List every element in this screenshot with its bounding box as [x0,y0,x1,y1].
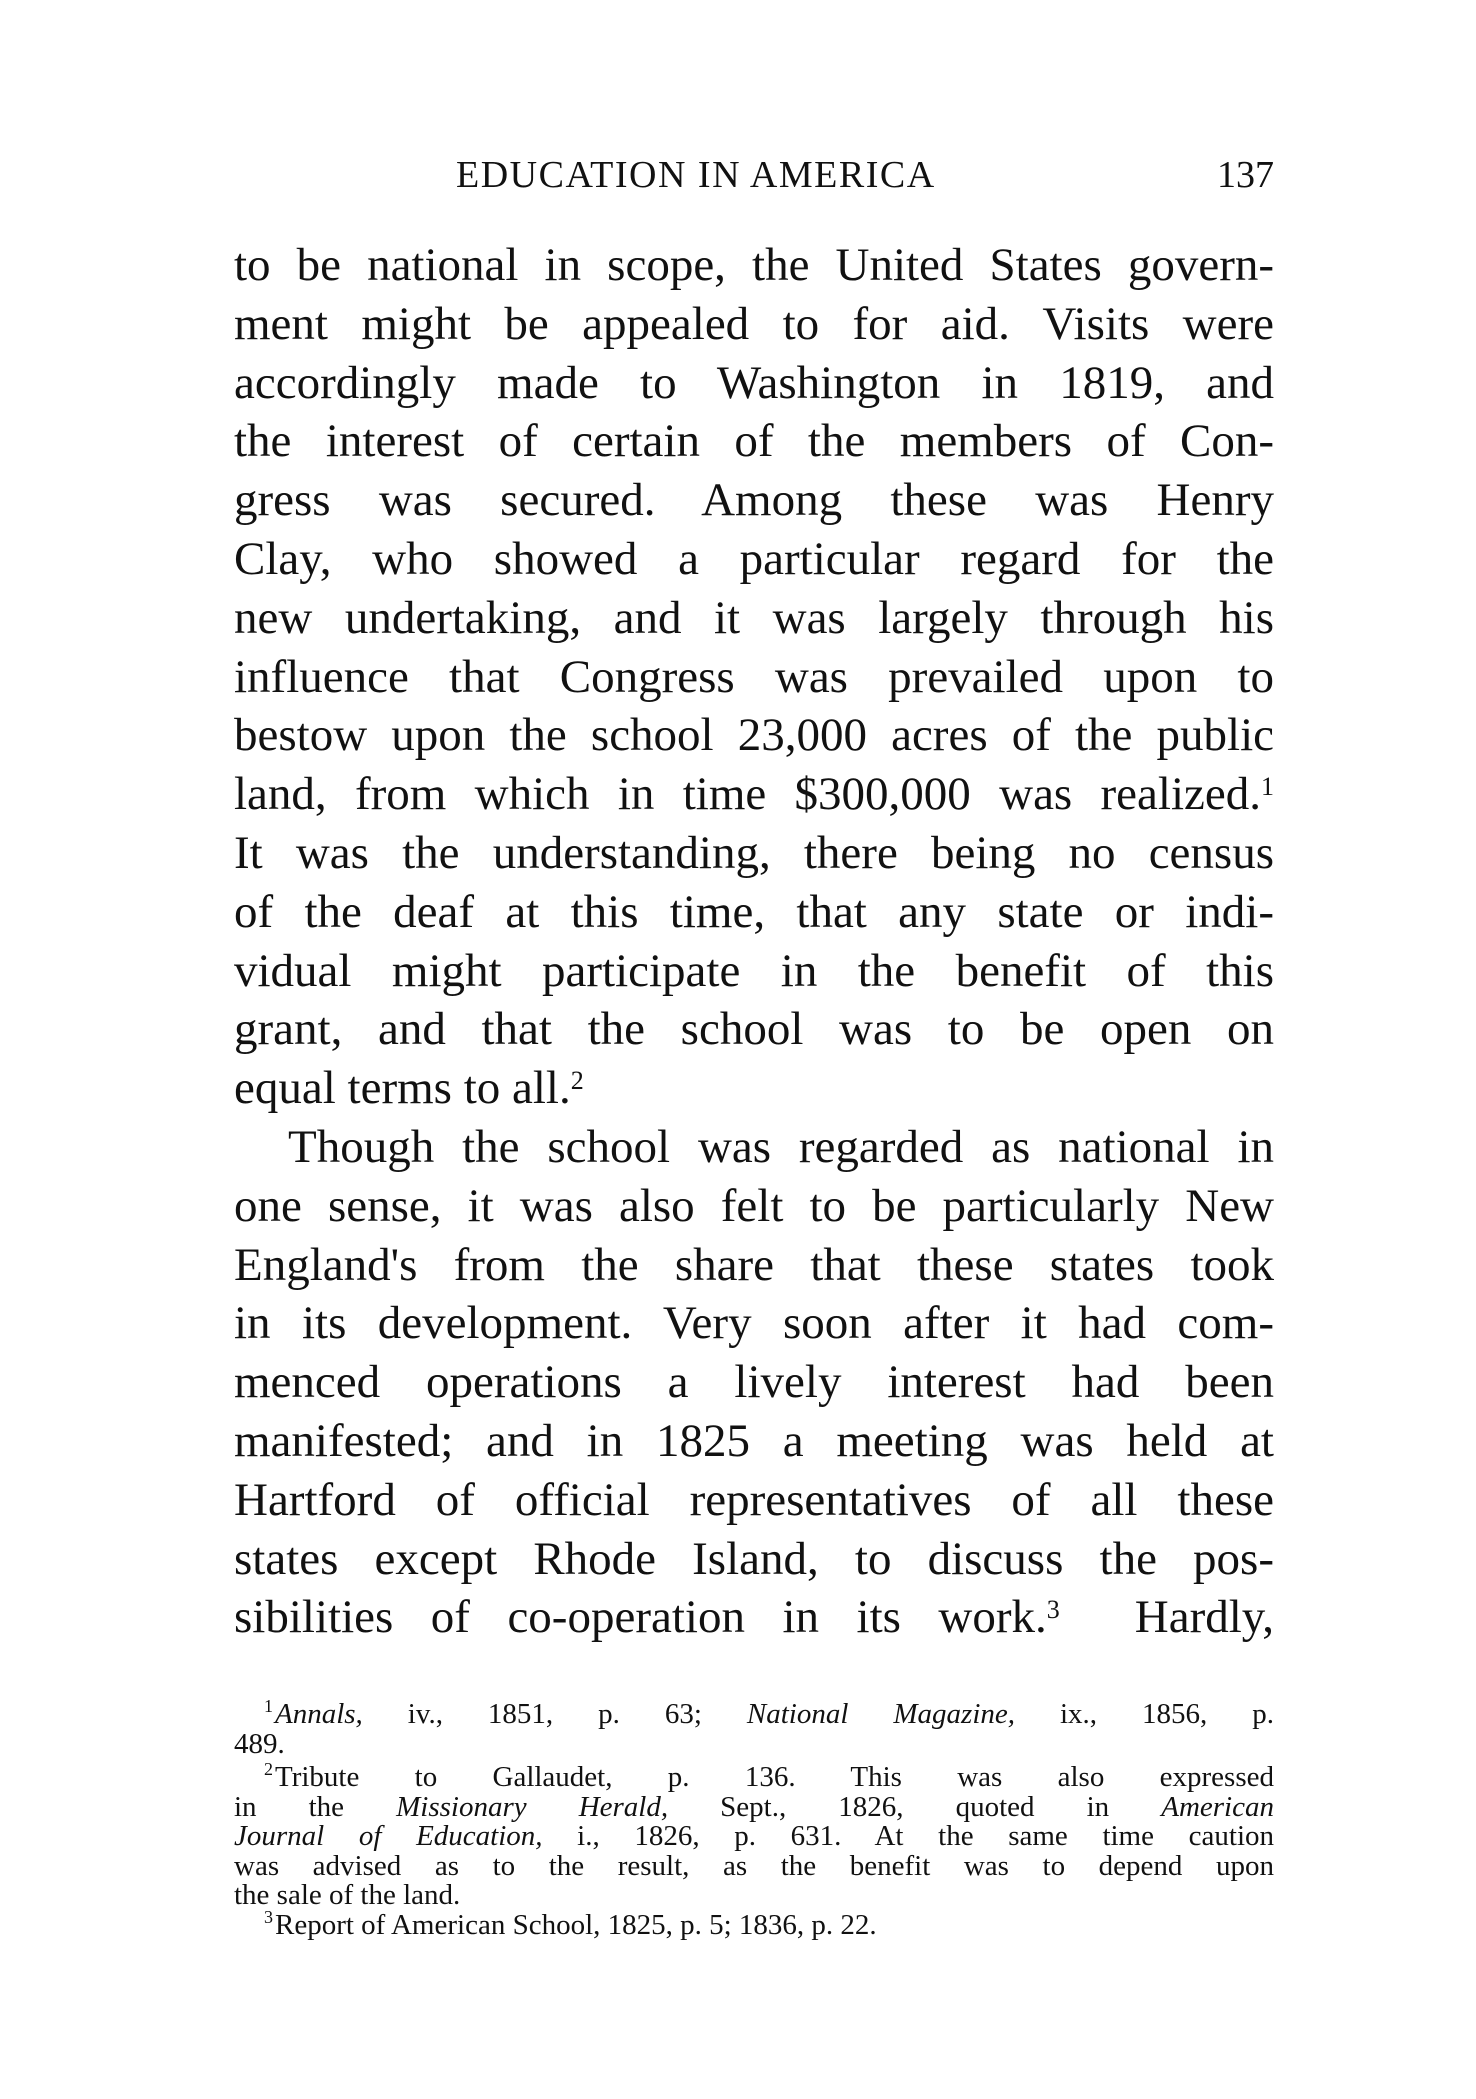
text-line: Hartford of official representatives of all these [234,1473,1274,1526]
footnote-text: Tribute to Gallaudet, p. 136. This was also expressed [275,1761,1274,1793]
footnote-text: in the [234,1790,397,1823]
footnote-1 [234,1696,1274,1730]
footnote-ref-2[interactable]: 2 [570,1065,584,1095]
footnote-title: American [1161,1790,1274,1823]
text-line: vidual might participate in the benefit of this [234,944,1274,997]
footnote-2-line: the sale of the land. [234,1879,461,1911]
footnote-mark: 1 [264,1696,273,1717]
footnote-text: Sept., 1826, quoted in [668,1790,1162,1823]
footnote-2-line [234,1790,1274,1823]
line-text: Hardly, [1134,1591,1274,1644]
text-line: Clay, who showed a particular regard for the [234,532,1274,585]
footnote-text: iv., 1851, p. 63; [362,1698,747,1730]
running-head-title: EDUCATION IN AMERICA [456,154,936,196]
footnote-title: Journal of Education, [234,1820,543,1852]
page-number: 137 [1217,154,1274,196]
text-line: England's from the share that these states took [234,1238,1274,1291]
footnote-title: Missionary Herald, [396,1790,669,1823]
text-line: states except Rhode Island, to discuss the pos- [234,1532,1274,1585]
footnote-ref-1[interactable]: 1 [1261,771,1274,801]
text-line-with-note [234,1059,1274,1118]
text-line: one sense, it was also felt to be particularly New [234,1179,1274,1232]
footnote-title: National Magazine, [746,1698,1016,1730]
text-line: manifested; and in 1825 a meeting was held at [234,1414,1274,1467]
text-line-with-note [234,765,1274,824]
text-line-with-note [234,1588,1274,1647]
text-line: accordingly made to Washington in 1819, and [234,356,1274,409]
text-line: new undertaking, and it was largely through his [234,591,1274,644]
footnote-mark: 3 [264,1906,273,1927]
text-line: ment might be appealed to for aid. Visits were [234,297,1274,350]
footnote-text: ix., 1856, p. [1015,1698,1274,1730]
text-line: the interest of certain of the members of Con- [234,415,1274,468]
footnotes [234,1696,1274,1941]
footnote-text: Report of American School, 1825, p. 5; 1836, p. 22. [275,1908,877,1941]
text-line: grant, and that the school was to be open on [234,1003,1274,1056]
footnote-2-line [234,1822,1274,1852]
text-line: of the deaf at this time, that any state or indi- [234,885,1274,938]
line-text: equal terms to all. [234,1062,571,1115]
footnote-title: Annals, [275,1698,363,1730]
text-line: Though the school was regarded as national in [288,1120,1274,1173]
footnote-mark: 2 [264,1759,273,1780]
text-line: in its development. Very soon after it had com- [234,1297,1274,1350]
text-line: gress was secured. Among these was Henry [234,474,1274,527]
footnote-1-cont: 489. [234,1727,285,1760]
line-text: sibilities of co-operation in its work. [234,1591,1047,1644]
running-head [234,150,1274,200]
line-text: land, from which in time $300,000 was realized. [234,768,1261,821]
text-line: to be national in scope, the United States govern- [234,239,1274,291]
text-line: influence that Congress was prevailed upon to [234,650,1274,703]
footnote-2-line: was advised as to the result, as the benefit was to depend upon [234,1849,1274,1882]
footnote-3 [234,1906,1274,1941]
text-line: menced operations a lively interest had been [234,1356,1274,1409]
body-text [234,236,1274,1647]
footnote-ref-3[interactable]: 3 [1046,1594,1060,1624]
text-line: bestow upon the school 23,000 acres of the public [234,709,1274,762]
text-line: It was the understanding, there being no census [234,826,1274,879]
footnote-2 [234,1759,1274,1793]
footnote-text: i., 1826, p. 631. At the same time caution [542,1820,1274,1852]
